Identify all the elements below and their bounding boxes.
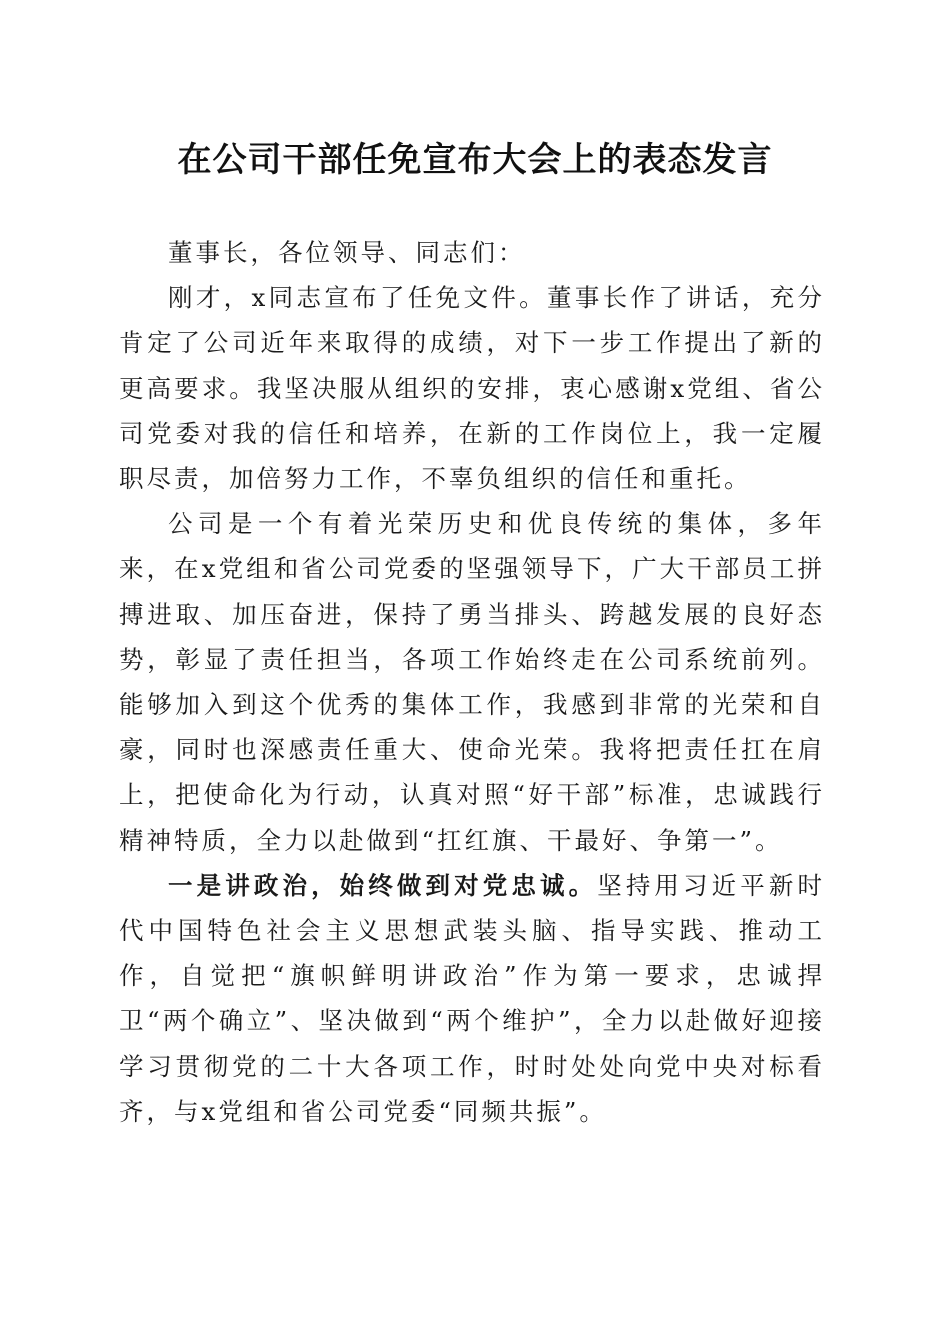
document-title: 在公司干部任免宣布大会上的表态发言 — [177, 140, 773, 180]
paragraph-3 — [119, 863, 825, 1134]
paragraph-3-lead: 一是讲政治，始终做到对党忠诚。 — [168, 870, 598, 900]
paragraph-2: 公司是一个有着光荣历史和优良传统的集体，多年来，在x党组和省公司党委的坚强领导下，广大干部员工拼搏进取、加压奋进，保持了勇当排头、跨越发展的良好态势，彰显了责任担当，各项工作始终走在公司系统前列。能够加入到这个优秀的集体工作，我感到非常的光荣和自豪，同时也深感责任重大、使命光荣。我将把责任扛在肩上，把使命化为行动，认真对照“好干部”标准，忠诚践行精神特质，全力以赴做到“扛红旗、干最好、争第一”。 — [119, 509, 825, 855]
paragraph-3-body: 坚持用习近平新时代中国特色社会主义思想武装头脑、指导实践、推动工作，自觉把“旗帜鲜明讲政治”作为第一要求，忠诚捍卫“两个确立”、坚决做到“两个维护”，全力以赴做好迎接学习贯彻党的二十大各项工作，时时处处向党中央对标看齐，与x党组和省公司党委“同频共振”。 — [119, 870, 825, 1126]
document-body — [119, 230, 825, 1134]
paragraph-1: 刚才，x同志宣布了任免文件。董事长作了讲话，充分肯定了公司近年来取得的成绩，对下一步工作提出了新的更高要求。我坚决服从组织的安排，衷心感谢x党组、省公司党委对我的信任和培养，在新的工作岗位上，我一定履职尽责，加倍努力工作，不辜负组织的信任和重托。 — [119, 283, 825, 494]
salutation: 董事长，各位领导、同志们： — [168, 238, 526, 267]
